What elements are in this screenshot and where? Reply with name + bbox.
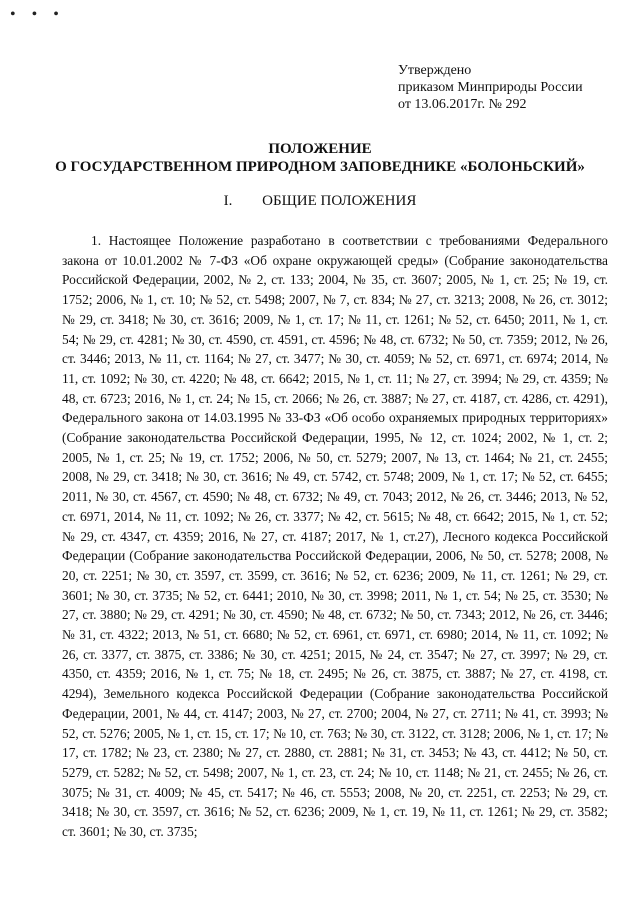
paragraph-1: 1. Настоящее Положение разработано в соответствии с требованиями Федерального закона от 10.01.2002 № 7-ФЗ «Об охране окружающей среды» (Собрание законодательства Российской Федерации, 2002, № 2, ст. 133; 2004, № 35, ст. 3607; 2005, № 1, ст. 25; № 19, ст. 1752; 2006, № 1, ст. 10; № 52, ст. 5498; 2007, № 7, ст. 834; № 27, ст. 3213; 2008, № 26, ст. 3012; № 29, ст. 3418; № 30, ст. 3616; 2009, № 1, ст. 17; № 11, ст. 1261; № 52, ст. 6450; 2011, № 1, ст. 54; № 29, ст. 4281; № 30, ст. 4590, ст. 4591, ст. 4596; № 48, ст. 6732; № 50, ст. 7359; 2012, № 26, ст. 3446; 2013, № 11, ст. 1164; № 27, ст. 3477; № 30, ст. 4059; № 52, ст. 6971, ст. 6974; 2014, № 11, ст. 1092; № 30, ст. 4220; № 48, ст. 6642; 2015, № 1, ст. 11; № 27, ст. 3994; № 29, ст. 4359; № 48, ст. 6723; 2016, № 1, ст. 24; № 15, ст. 2066; № 26, ст. 3887; № 27, ст. 4187, ст. 4286, ст. 4291), Федерального закона от 14.03.1995 № 33-ФЗ «Об особо охраняемых природных территориях» (Собрание законодательства Российской Федерации, 1995, № 12, ст. 1024; 2002, № 1, ст. 2; 2005, № 1, ст. 25; № 19, ст. 1752; 2006, № 50, ст. 5279; 2007, № 13, ст. 1464; № 21, ст. 2455; 2008, № 29, ст. 3418; № 30, ст. 3616; № 49, ст. 5742, ст. 5748; 2009, № 1, ст. 17; № 52, ст. 6455; 2011, № 30, ст. 4567, ст. 4590; № 48, ст. 6732; № 49, ст. 7043; 2012, № 26, ст. 3446; 2013, № 52, ст. 6971, 2014, № 11, ст. 1092; № 26, ст. 3377; № 42, ст. 5615; № 48, ст. 6642; 2015, № 1, ст. 52; № 29, ст. 4347, ст. 4359; 2016, № 27, ст. 4187; 2017, № 1, ст.27), Лесного кодекса Российской Федерации (Собрание законодательства Российской Федерации, 2006, № 50, ст. 5278; 2008, № 20, ст. 2251; № 30, ст. 3597, ст. 3599, ст. 3616; № 52, ст. 6236; 2009, № 11, ст. 1261; № 29, ст. 3601; № 30, ст. 3735; № 52, ст. 6441; 2010, № 30, ст. 3998; 2011, № 1, ст. 54; № 25, ст. 3530; № 27, ст. 3880; № 29, ст. 4291; № 30, ст. 4590; № 48, ст. 6732; № 50, ст. 7343; 2012, № 26, ст. 3446; № 31, ст. 4322; 2013, № 51, ст. 6680; № 52, ст. 6961, ст. 6971, ст. 6980; 2014, № 11, ст. 1092; № 26, ст. 3377, ст. 3875, ст. 3386; № 30, ст. 4251; 2015, № 24, ст. 3547; № 27, ст. 3997; № 29, ст. 4350, ст. 4359; 2016, № 1, ст. 75; № 18, ст. 2495; № 26, ст. 3875, ст. 3887; № 27, ст. 4198, ст. 4294), Земельного кодекса Российской Федерации (Собрание законодательства Российской Федерации, 2001, № 44, ст. 4147; 2003, № 27, ст. 2700; 2004, № 27, ст. 2711; № 41, ст. 3993; № 52, ст. 5276; 2005, № 1, ст. 15, ст. 17; № 10, ст. 763; № 30, ст. 3122, ст. 3128; 2006, № 1, ст. 17; № 17, ст. 1782; № 23, ст. 2380; № 27, ст. 2880, ст. 2881; № 31, ст. 3453; № 43, ст. 4412; № 50, ст. 5279, ст. 5282; № 52, ст. 5498; 2007, № 1, ст. 23, ст. 24; № 10, ст. 1148; № 21, ст. 2455; № 26, ст. 3075; № 31, ст. 4009; № 45, ст. 5417; № 46, ст. 5553; 2008, № 20, ст. 2251, ст. 2253; № 29, ст. 3418; № 30, ст. 3597, ст. 3616; № 52, ст. 6236; 2009, № 1, ст. 19, № 11, ст. 1261; № 29, ст. 3582; ст. 3601; № 30, ст. 3735; (62, 233, 608, 840)
title-line-1: ПОЛОЖЕНИЕ (268, 141, 372, 157)
approval-line-approved: Утверждено (398, 63, 472, 78)
approval-line-order: приказом Минприроды России (398, 80, 583, 95)
scan-marks: • • • (10, 6, 65, 23)
document-title (0, 140, 640, 176)
section-heading (0, 193, 640, 210)
title-line-2: О ГОСУДАРСТВЕННОМ ПРИРОДНОМ ЗАПОВЕДНИКЕ «БОЛОНЬСКИЙ» (55, 159, 585, 175)
section-title: ОБЩИЕ ПОЛОЖЕНИЯ (262, 193, 417, 209)
approval-stamp (398, 62, 583, 113)
approval-line-date: от 13.06.2017г. № 292 (398, 97, 527, 112)
section-number: I. (223, 193, 233, 209)
